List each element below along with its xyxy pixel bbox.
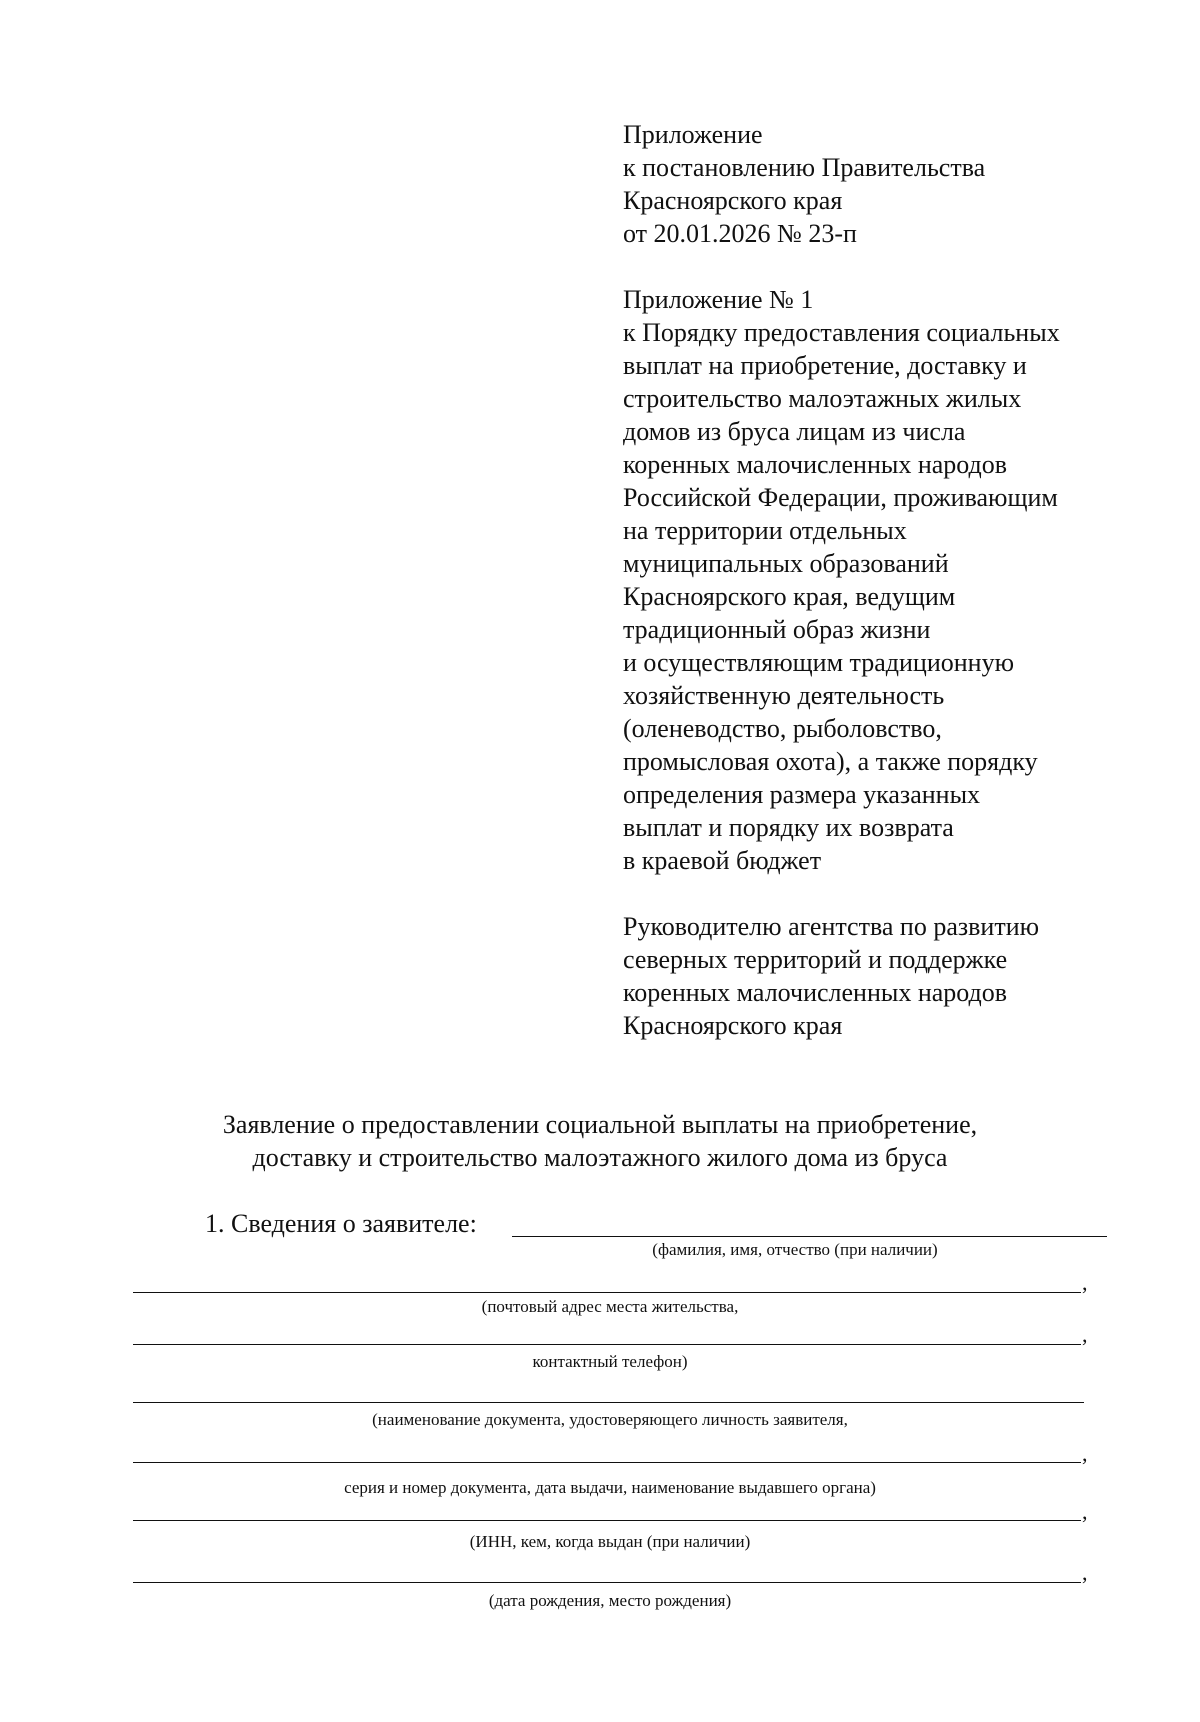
comma: , [1082, 1441, 1088, 1466]
appendix1-line: Красноярского края, ведущим [623, 582, 956, 611]
comma: , [1082, 1560, 1088, 1585]
appendix-line: к постановлению Правительства [623, 153, 986, 182]
id-details-field-line[interactable] [133, 1462, 1081, 1463]
appendix1-line: определения размера указанных [623, 780, 981, 809]
addressee-line: коренных малочисленных народов [623, 978, 1008, 1007]
header-block [623, 118, 1183, 1042]
appendix-line: Красноярского края [623, 186, 843, 215]
appendix1-line: традиционный образ жизни [623, 615, 931, 644]
id-document-caption: (наименование документа, удостоверяющего личность заявителя, [372, 1410, 848, 1429]
appendix-line: Приложение [623, 120, 763, 149]
title-line-1: Заявление о предоставлении социальной выплаты на приобретение, [222, 1110, 978, 1139]
appendix1-line: муниципальных образований [623, 549, 949, 578]
comma: , [1082, 1499, 1088, 1524]
title-line-2: доставку и строительство малоэтажного жилого дома из бруса [252, 1143, 948, 1172]
appendix1-line: хозяйственную деятельность [623, 681, 945, 710]
appendix1-line: и осуществляющим традиционную [623, 648, 1014, 677]
spacer [623, 250, 1183, 283]
addressee-line: северных территорий и поддержке [623, 945, 1008, 974]
comma: , [1082, 1322, 1088, 1347]
phone-field-line[interactable] [133, 1344, 1081, 1345]
address-field-line[interactable] [133, 1292, 1081, 1293]
inn-caption: (ИНН, кем, когда выдан (при наличии) [469, 1532, 751, 1551]
appendix1-line: коренных малочисленных народов [623, 450, 1008, 479]
birth-field-line[interactable] [133, 1582, 1081, 1583]
appendix1-line: выплат и порядку их возврата [623, 813, 954, 842]
id-document-field-line[interactable] [133, 1402, 1084, 1403]
fio-caption: (фамилия, имя, отчество (при наличии) [652, 1240, 938, 1259]
spacer [623, 877, 1183, 910]
appendix1-line: промысловая охота), а также порядку [623, 747, 1038, 776]
address-caption: (почтовый адрес места жительства, [481, 1297, 739, 1316]
id-details-caption: серия и номер документа, дата выдачи, наименование выдавшего органа) [344, 1478, 876, 1497]
appendix1-line: строительство малоэтажных жилых [623, 384, 1022, 413]
birth-caption: (дата рождения, место рождения) [488, 1591, 732, 1610]
fio-field-line[interactable] [512, 1236, 1107, 1237]
appendix1-line: Приложение № 1 [623, 285, 814, 314]
phone-caption: контактный телефон) [532, 1352, 688, 1371]
document-title [0, 1108, 1200, 1174]
addressee-line: Красноярского края [623, 1011, 843, 1040]
appendix1-line: выплат на приобретение, доставку и [623, 351, 1027, 380]
comma: , [1082, 1270, 1088, 1295]
inn-field-line[interactable] [133, 1520, 1081, 1521]
appendix1-line: к Порядку предоставления социальных [623, 318, 1060, 347]
appendix1-line: на территории отдельных [623, 516, 907, 545]
appendix1-line: (оленеводство, рыболовство, [623, 714, 942, 743]
addressee-line: Руководителю агентства по развитию [623, 912, 1040, 941]
appendix1-line: домов из бруса лицам из числа [623, 417, 966, 446]
section-label: 1. Сведения о заявителе: [205, 1209, 477, 1238]
appendix-line: от 20.01.2026 № 23-п [623, 219, 857, 248]
appendix1-line: Российской Федерации, проживающим [623, 483, 1058, 512]
appendix1-line: в краевой бюджет [623, 846, 822, 875]
